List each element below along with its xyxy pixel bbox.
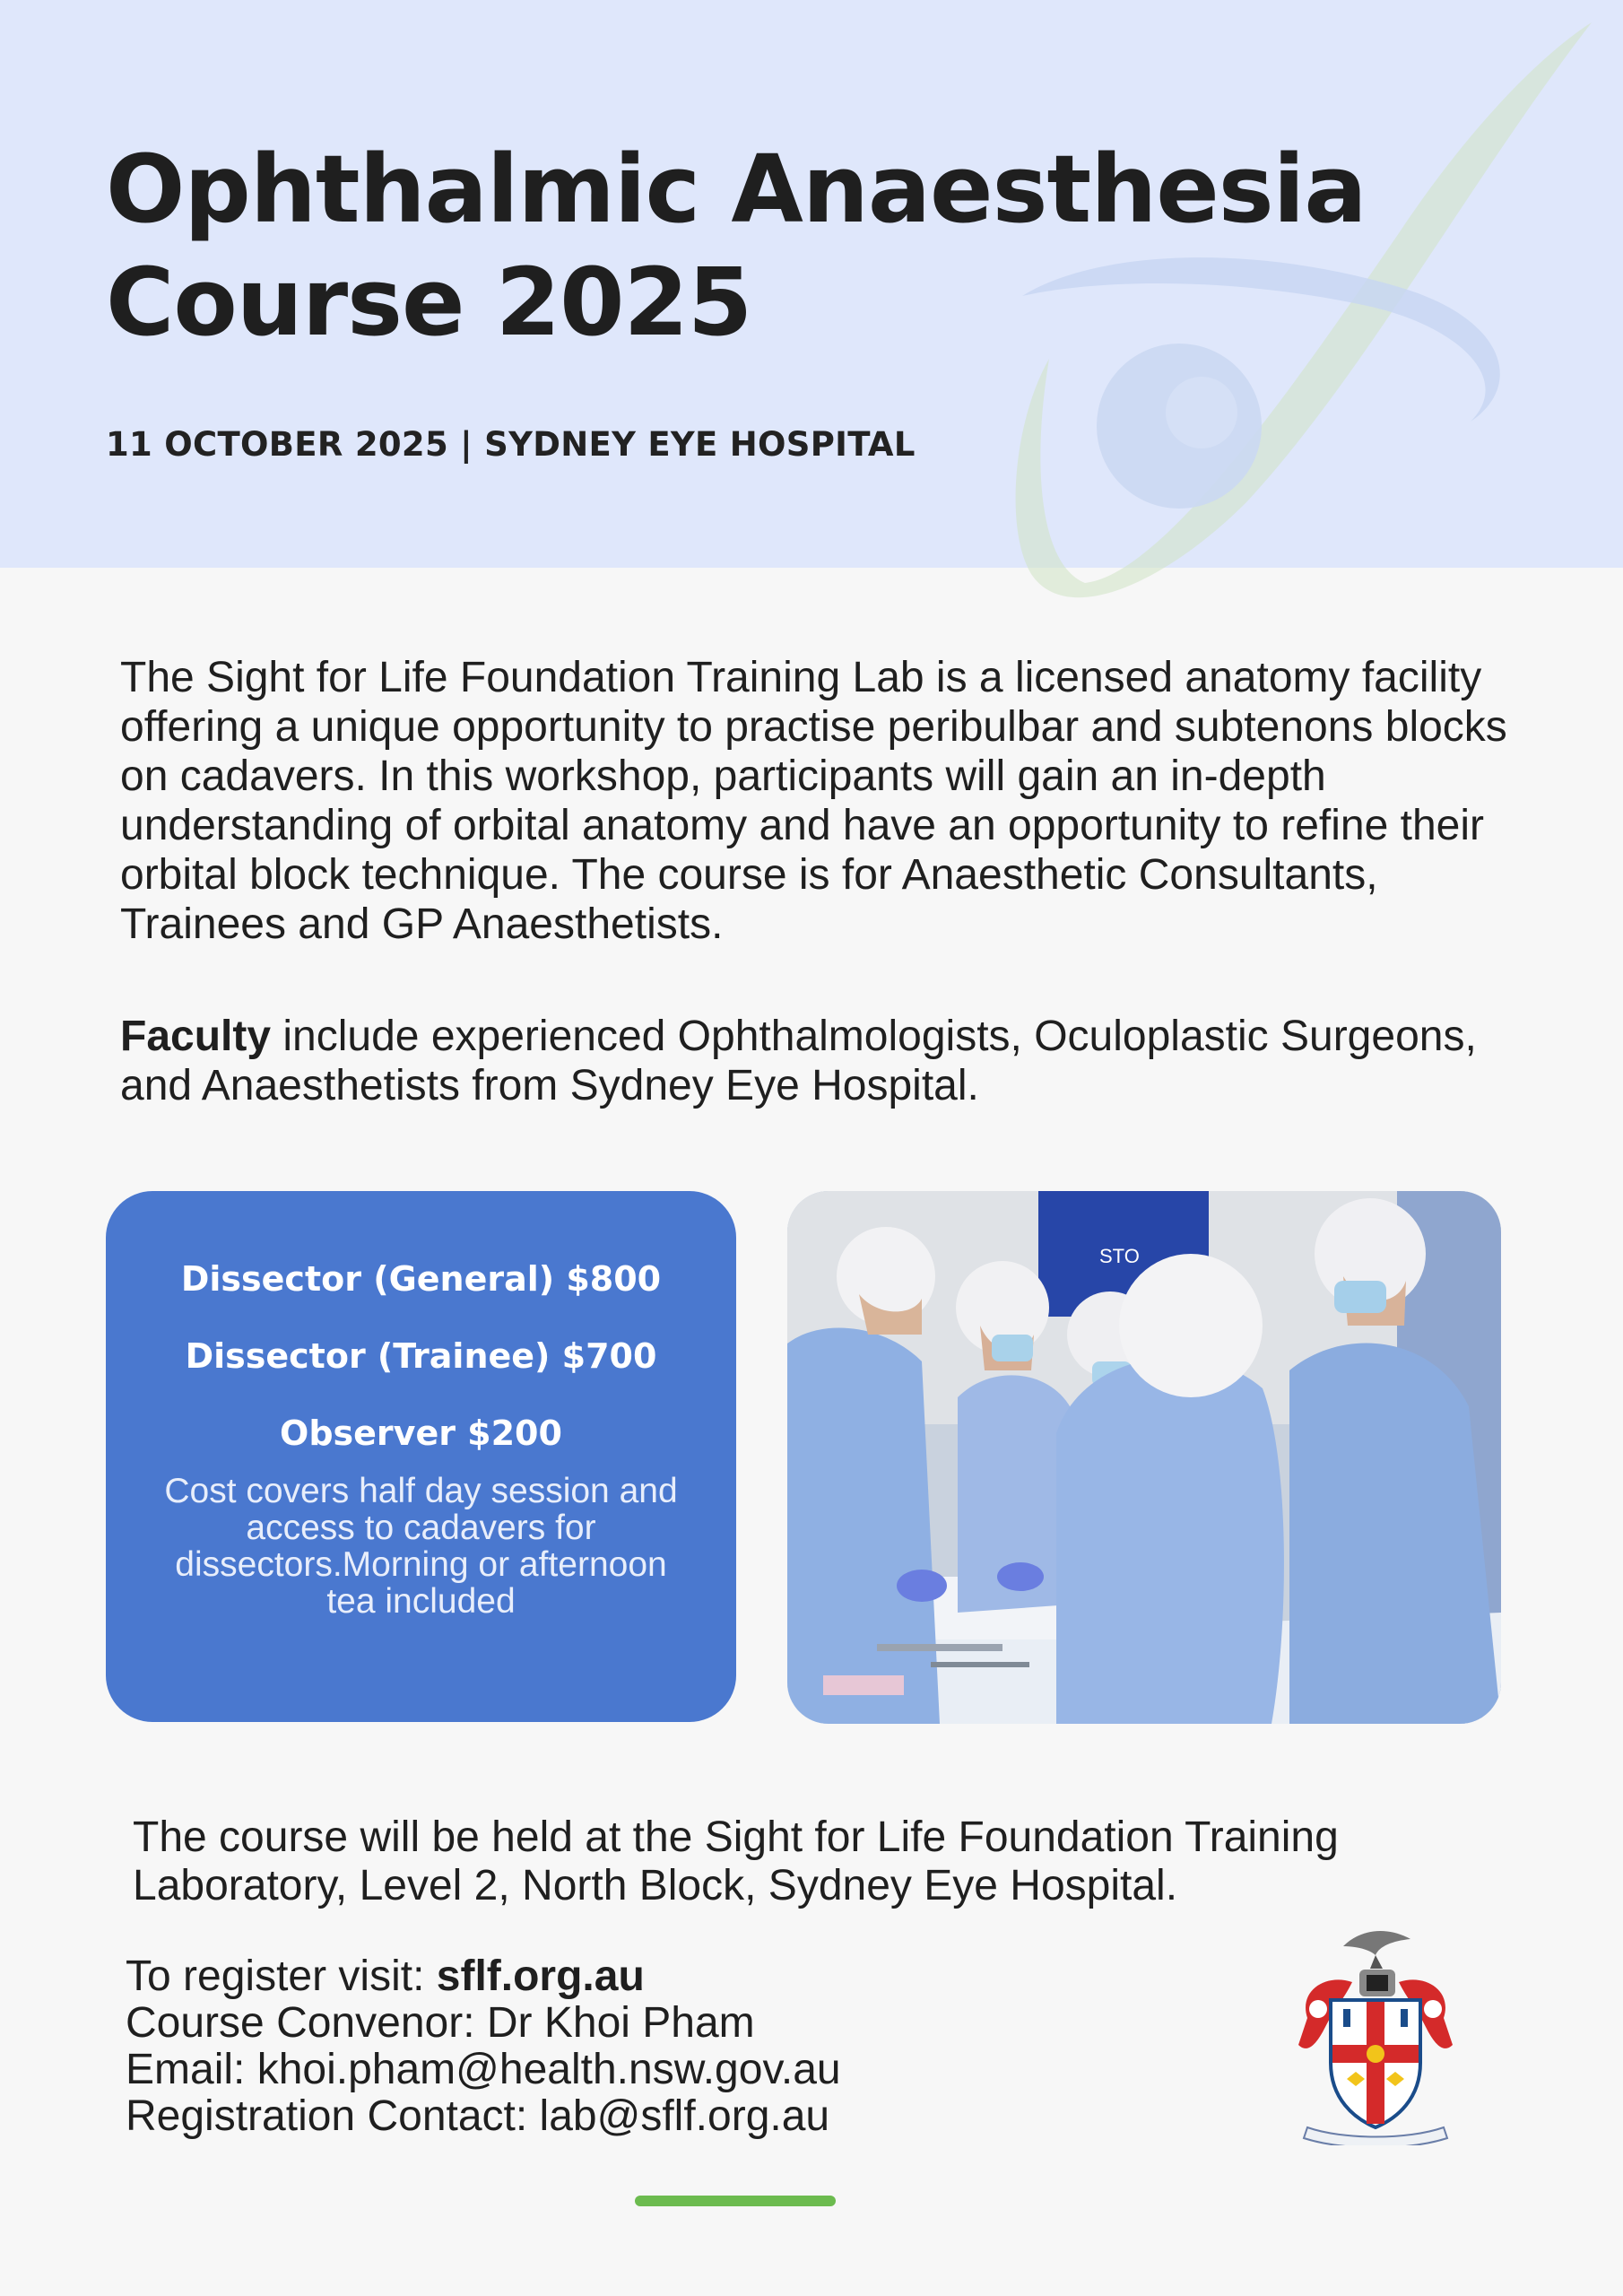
title-line-1: Ophthalmic Anaesthesia: [106, 135, 1367, 244]
convenor-line: Course Convenor: Dr Khoi Pham: [126, 1999, 755, 2047]
price-dissector-general: Dissector (General) $800: [180, 1259, 662, 1299]
register-line: [126, 1953, 1202, 2000]
date-location: 11 OCTOBER 2025 | SYDNEY EYE HOSPITAL: [106, 425, 916, 464]
faculty-label: Faculty: [120, 1013, 272, 1060]
intro-paragraph: The Sight for Life Foundation Training Lab is a licensed anatomy facility offering a unique opportunity to practise peribulbar and subtenons blocks on cadavers. In this workshop, participants will gain an in-depth understanding of orbital anatomy and have an opportunity to refine their orbital block technique. The course is for Anaesthetic Consultants, Trainees and GP Anaesthetists.: [120, 654, 1507, 948]
surgical-team-photo: [787, 1191, 1501, 1724]
pricing-card: [106, 1191, 736, 1722]
page-title: [106, 133, 1558, 359]
footer-accent-bar: [635, 2196, 836, 2206]
venue-paragraph: The course will be held at the Sight for Life Foundation Training Laboratory, Level 2, North Block, Sydney Eye Hospital.: [133, 1813, 1339, 1909]
registration-contact-line[interactable]: Registration Contact: lab@sflf.org.au: [126, 2092, 830, 2140]
price-note: Cost covers half day session and access to cadavers for dissectors.Morning or afternoon tea included: [164, 1472, 678, 1621]
faculty-paragraph: [120, 1012, 1483, 1110]
price-dissector-trainee: Dissector (Trainee) $700: [185, 1336, 657, 1376]
contact-block: [126, 1953, 1202, 2140]
coat-of-arms-crest: [1289, 1919, 1462, 2145]
register-link[interactable]: sflf.org.au: [436, 1952, 645, 2000]
price-observer: Observer $200: [280, 1413, 562, 1453]
photo-sign-text: STO: [1099, 1245, 1140, 1267]
title-line-2: Course 2025: [106, 248, 752, 357]
register-prefix: To register visit:: [126, 1952, 437, 2000]
email-line[interactable]: Email: khoi.pham@health.nsw.gov.au: [126, 2046, 841, 2093]
faculty-text: include experienced Ophthalmologists, Oculoplastic Surgeons, and Anaesthetists from Sydney Eye Hospital.: [120, 1013, 1477, 1109]
